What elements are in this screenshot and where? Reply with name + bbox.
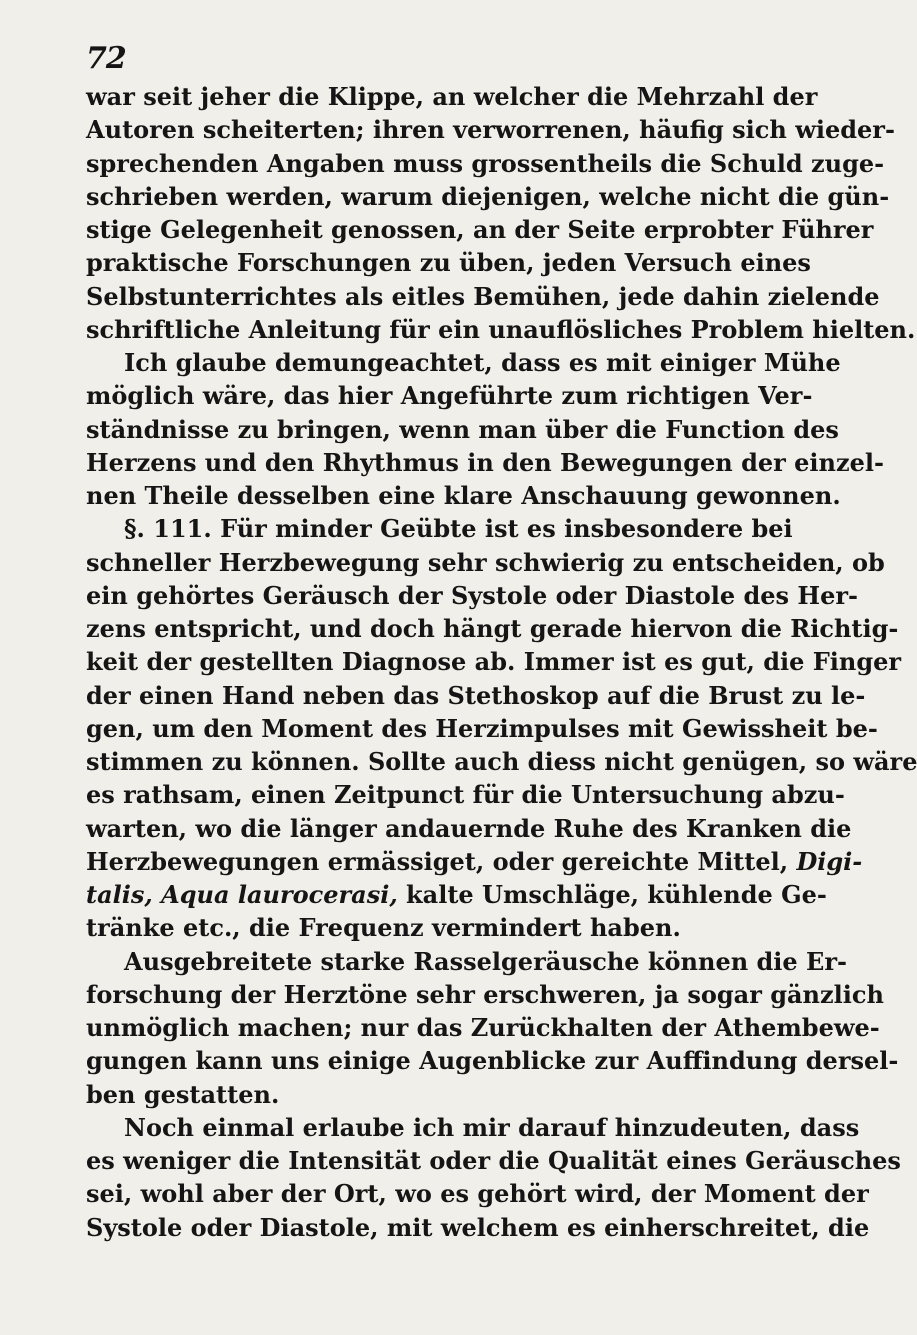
text-line bbox=[86, 546, 885, 579]
text-run: Ich glaube demungeachtet, dass es mit einiger Mühe bbox=[124, 348, 841, 377]
text-line bbox=[86, 911, 766, 944]
italic-run: Digi- bbox=[796, 846, 863, 876]
text-line bbox=[86, 1211, 870, 1244]
text-run: sei, wohl aber der Ort, wo es gehört wird, der Moment der bbox=[86, 1179, 869, 1209]
text-line bbox=[86, 1177, 869, 1210]
text-run: Ausgebreitete starke Rasselgeräusche können die Er- bbox=[124, 946, 847, 976]
text-run: gen, um den Moment des Herzimpulses mit Gewissheit be- bbox=[86, 713, 878, 743]
text-line bbox=[86, 645, 902, 678]
text-line bbox=[86, 180, 890, 213]
text-run: kalte Umschläge, kühlende Ge- bbox=[397, 880, 827, 909]
text-line bbox=[86, 479, 841, 512]
text-run: gungen kann uns einige Augenblicke zur Auffindung dersel- bbox=[86, 1046, 899, 1076]
text-run: Selbstunterrichtes als eitles Bemühen, jede dahin zielende bbox=[86, 281, 880, 311]
text-line bbox=[86, 346, 841, 379]
text-run: stige Gelegenheit genossen, an der Seite erprobter Führer bbox=[86, 215, 874, 244]
text-run: Systole oder Diastole, mit welchem es einherschreitet, die bbox=[86, 1212, 870, 1242]
text-line bbox=[86, 147, 885, 180]
text-run: der einen Hand neben das Stethoskop auf die Brust zu le- bbox=[86, 680, 866, 710]
text-run: ein gehörtes Geräusch der Systole oder Diastole des Her- bbox=[86, 580, 858, 610]
text-line bbox=[86, 446, 884, 479]
text-line bbox=[86, 878, 827, 911]
text-run: unmöglich machen; nur das Zurückhalten der Athembewe- bbox=[86, 1013, 880, 1042]
text-line bbox=[86, 379, 813, 412]
text-line bbox=[86, 712, 878, 745]
text-run: tränke etc., die Frequenz vermindert haben. bbox=[86, 913, 681, 943]
text-line bbox=[86, 1144, 901, 1177]
text-run: schriftliche Anleitung für ein unauflösliches Problem hielten. bbox=[86, 314, 916, 344]
text-run: schrieben werden, warum diejenigen, welche nicht die gün- bbox=[86, 181, 890, 211]
text-line bbox=[86, 845, 863, 878]
text-line bbox=[86, 745, 917, 778]
text-run: Noch einmal erlaube ich mir darauf hinzudeuten, dass bbox=[124, 1112, 860, 1142]
text-run: keit der gestellten Diagnose ab. Immer ist es gut, die Finger bbox=[86, 647, 902, 677]
text-line bbox=[86, 579, 858, 612]
text-line bbox=[86, 246, 811, 279]
text-run: ben gestatten. bbox=[86, 1079, 280, 1109]
text-run: schneller Herzbewegung sehr schwierig zu entscheiden, ob bbox=[86, 547, 885, 577]
text-run: Herzbewegungen ermässiget, oder gereichte Mittel, bbox=[86, 846, 789, 876]
text-line bbox=[86, 679, 866, 712]
text-line bbox=[86, 280, 880, 313]
body-text bbox=[86, 80, 917, 1244]
text-run: zens entspricht, und doch hängt gerade hiervon die Richtig- bbox=[86, 614, 899, 643]
text-run: war seit jeher die Klippe, an welcher die Mehrzahl der bbox=[86, 82, 818, 111]
text-run: Herzens und den Rhythmus in den Bewegungen der einzel- bbox=[86, 447, 884, 477]
text-run: warten, wo die länger andauernde Ruhe des Kranken die bbox=[86, 813, 852, 843]
text-run: sprechenden Angaben muss grossentheils die Schuld zuge- bbox=[86, 148, 885, 178]
text-line bbox=[86, 1078, 766, 1111]
text-run: möglich wäre, das hier Angeführte zum richtigen Ver- bbox=[86, 381, 813, 411]
italic-run: talis, Aqua laurocerasi, bbox=[86, 880, 398, 909]
text-run: es rathsam, einen Zeitpunct für die Untersuchung abzu- bbox=[86, 780, 845, 810]
text-line bbox=[86, 80, 818, 113]
text-line bbox=[86, 1044, 899, 1077]
text-run: forschung der Herztöne sehr erschweren, ja sogar gänzlich bbox=[86, 979, 884, 1009]
text-line bbox=[86, 313, 916, 346]
page-number: 72 bbox=[86, 41, 126, 76]
text-run: stimmen zu können. Sollte auch diess nicht genügen, so wäre bbox=[86, 747, 917, 776]
text-run: praktische Forschungen zu üben, jeden Versuch eines bbox=[86, 248, 811, 278]
text-line bbox=[86, 945, 847, 978]
text-line bbox=[86, 413, 839, 446]
text-line bbox=[86, 213, 874, 246]
text-line bbox=[86, 978, 884, 1011]
text-line bbox=[86, 113, 895, 146]
text-line bbox=[86, 1011, 880, 1044]
section-start-line bbox=[86, 512, 793, 545]
text-run: Autoren scheiterten; ihren verworrenen, häufig sich wieder- bbox=[86, 115, 895, 145]
text-line bbox=[86, 812, 852, 845]
text-run: ständnisse zu bringen, wenn man über die Function des bbox=[86, 414, 839, 444]
text-line bbox=[86, 778, 845, 811]
text-line bbox=[86, 1111, 860, 1144]
text-run: nen Theile desselben eine klare Anschauung gewonnen. bbox=[86, 481, 841, 510]
text-run: es weniger die Intensität oder die Qualität eines Geräusches bbox=[86, 1146, 901, 1175]
text-run: §. 111. Für minder Geübte ist es insbesondere bei bbox=[124, 514, 793, 544]
text-line bbox=[86, 612, 899, 645]
